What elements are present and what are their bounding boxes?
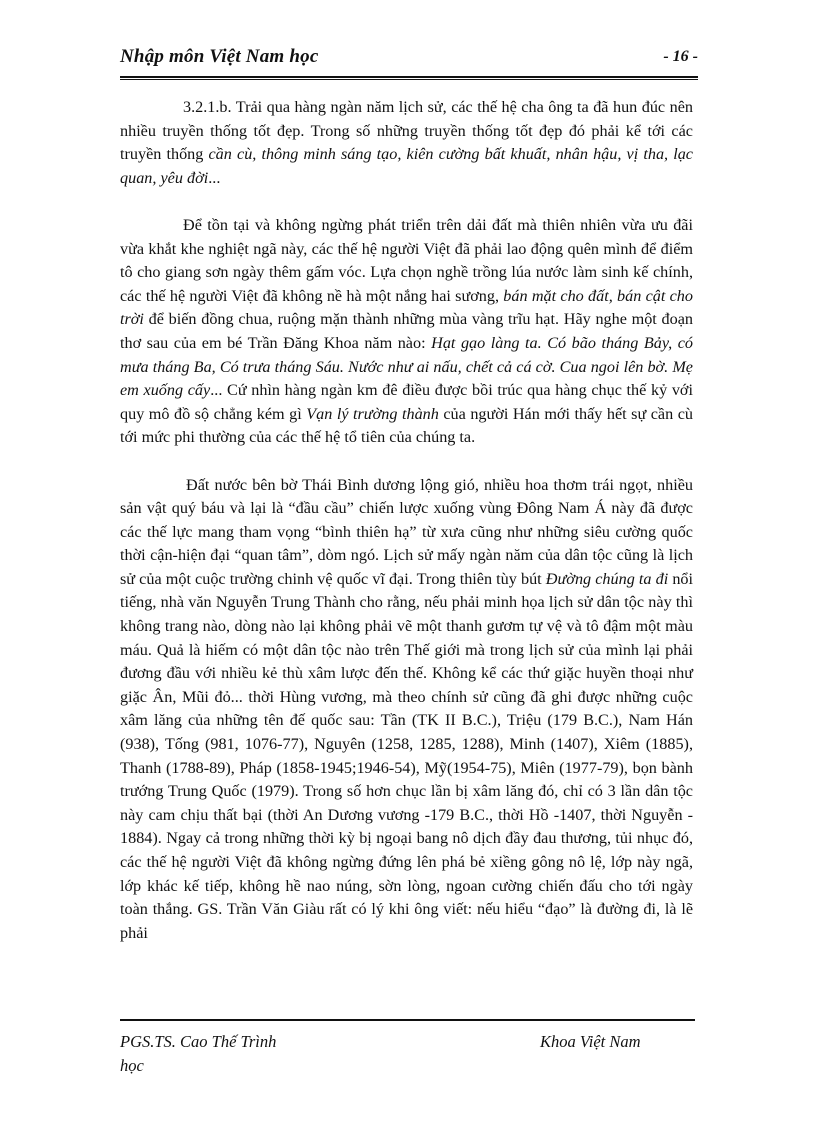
text-segment: Để tồn tại và không ngừng phát triển trên dải đất mà thiên nhiên vừa ưu đãi vừa khắt khe nghiệt ngã này, các thế hệ người Việt đã phải lao động quên mình để điểm tô cho giang sơn ngày thêm gấm vóc. Lựa chọn nghề trồng lúa nước làm sinh kế chính, các thế hệ người Việt đã không nề hà một nắng hai sương, — [120, 215, 693, 305]
text-segment: Đất nước bên bờ Thái Bình dương lộng gió, nhiều hoa thơm trái ngọt, nhiều sản vật quý báu và lại là “đầu cầu” chiến lược xuống vùng Đông Nam Á này đã được các thế lực mang tham vọng “bình thiên hạ” từ xưa cũng như những siêu cường quốc thời cận-hiện đại “quan tâm”, dòm ngó. Lịch sử mấy ngàn năm của dân tộc cũng là lịch sử của một cuộc trường chinh vệ quốc vĩ đại. Trong thiên tùy bút — [120, 475, 693, 588]
paragraph-diligence — [120, 214, 693, 450]
paragraph-traditions — [120, 96, 693, 190]
author-name-continued: học — [120, 1056, 144, 1075]
text-segment-italic: Hạt gạo làng ta. Có bão tháng Bảy, có mưa tháng Ba, Có trưa tháng Sáu. Nước như ai nấu, chết cả cá cờ. Cua ngoi lên bờ. Mẹ em xuống cấy — [120, 333, 693, 400]
page-header — [120, 46, 698, 76]
document-body — [120, 96, 693, 945]
author-name: PGS.TS. Cao Thế Trình — [120, 1032, 277, 1051]
text-segment-italic: cần cù, thông minh sáng tạo, kiên cường bất khuất, nhân hậu, vị tha, lạc quan, yêu đời — [120, 145, 693, 187]
text-segment: nổi tiếng, nhà văn Nguyễn Trung Thành cho rằng, nếu phải minh họa lịch sử dân tộc này thì không trang nào, dòng nào lại không phải vẽ một thanh gươm tự vệ và tô đậm một màu máu. Quả là hiếm có một dân tộc nào trên Thế giới mà trong lịch sử của mình lại phải đương đầu với nhiều kẻ thù xâm lược đến thế. Không kể các thứ giặc huyền thoại như giặc Ân, Mũi đỏ... thời Hùng vương, mà theo chính sử cũng đã ghi được những cuộc xâm lăng của những tên đế quốc sau: Tần (TK II B.C.), Triệu (179 B.C.), Nam Hán (938), Tống (981, 1076-77), Nguyên (1258, 1285, 1288), Minh (1407), Xiêm (1885), Thanh (1788-89), Pháp (1858-1945;1946-54), Mỹ(1954-75), Miên (1977-79), bọn bành trướng Trung Quốc (1979). Trong số hơn chục lần bị xâm lăng đó, chỉ có 3 lần dân tộc này cam chịu thất bại (thời An Dương vương -179 B.C., thời Hồ -1407, thời Nguyễn - 1884). Ngay cả trong những thời kỳ bị ngoại bang nô dịch đầy đau thương, tủi nhục đó, các thế hệ người Việt đã không ngừng đứng lên phá bẻ xiềng gông nô lệ, lớp này ngã, lớp khác kế tiếp, không hề nao núng, sờn lòng, ngoan cường chiến đấu cho tới ngày toàn thắng. GS. Trần Văn Giàu rất có lý khi ông viết: nếu hiểu “đạo” là đường đi, là lẽ phải — [120, 569, 693, 942]
text-segment-italic: Đường chúng ta đi — [545, 569, 669, 588]
text-segment-italic: Vạn lý trường thành — [306, 404, 439, 423]
text-segment-italic: bán mặt cho đất, bán cật cho trời — [120, 286, 693, 329]
header-divider — [120, 76, 698, 80]
book-title: Nhập môn Việt Nam học — [120, 46, 319, 67]
text-segment: của người Hán mới thấy hết sự cần cù tới mức phi thường của các thế hệ tổ tiên của chúng ta. — [120, 404, 694, 447]
text-segment: 3.2.1.b. Trải qua hàng ngàn năm lịch sử, các thế hệ cha ông ta đã hun đúc nên nhiều truyền thống tốt đẹp. Trong số những truyền thống tốt đẹp đó phải kể tới các truyền thống — [120, 98, 693, 164]
footer-department: Khoa Việt Nam — [540, 1032, 641, 1051]
text-segment: ... — [208, 168, 221, 187]
footer-author — [120, 1030, 360, 1078]
page-number: - 16 - — [663, 48, 698, 65]
footer-divider — [120, 1019, 695, 1021]
paragraph-resistance — [120, 474, 693, 946]
text-segment: để biến đồng chua, ruộng mặn thành những mùa vàng trĩu hạt. Hãy nghe một đoạn thơ sau của em bé Trần Đăng Khoa năm nào: — [120, 310, 693, 352]
text-segment: ... Cứ nhìn hàng ngàn km đê điều được bồi trúc qua hàng chục thế kỷ với quy mô đồ sộ chẳng kém gì — [120, 381, 693, 423]
